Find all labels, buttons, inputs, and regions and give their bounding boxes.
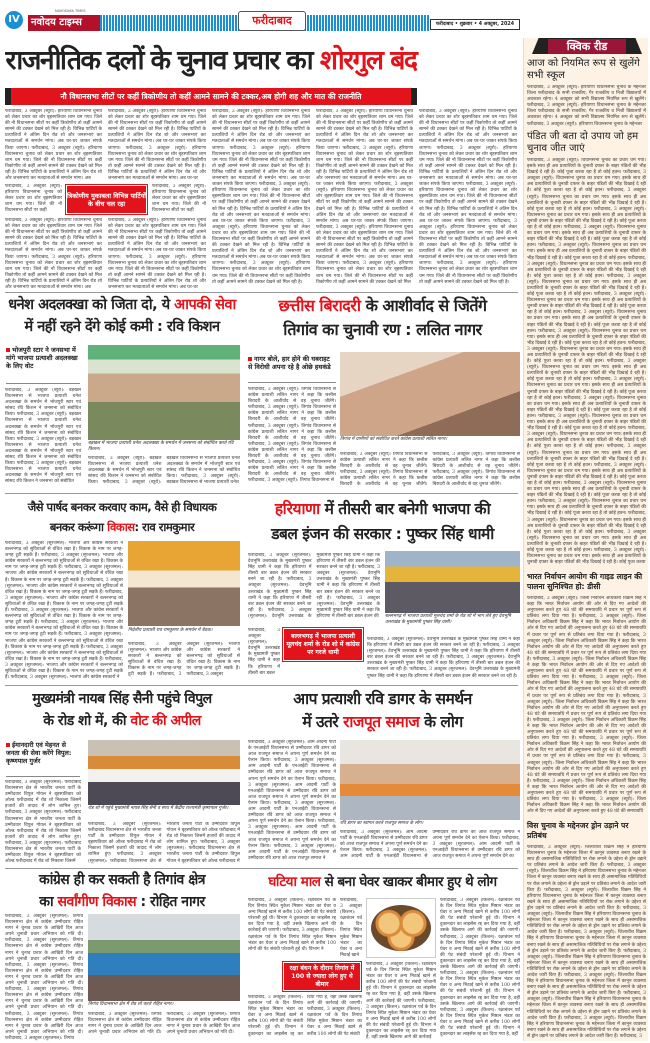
lead-body: फरीदाबाद, 3 अक्टूबर (ब्यूरो): हरियाणा विधानसभा चुनाव को लेकर प्रचार का शोर बृहस्पतिवार शाम थम गया। जिले की नौ विधानसभा सीटों पर कहीं त्रिकोणीय तो कहीं आमने सामने की टक्कर देखने को मिल रही है। विभिन्न पार्टियों के प्रत्याशियों ने अंतिम दिन रोड शो और जनसभाएं कर मतदाताओं से समर्थन मांगा। अब घर-घर जाकर संपर्क किया जाएगा। फरीदाबाद, 3 अक्टूबर (ब्यूरो): हरियाणा विधानसभा चुनाव को लेकर प्रचार का शोर बृहस्पतिवार शाम थम गया। जिले की नौ विधानसभा सीटों पर कहीं त्रिकोणीय तो कहीं आमने सामने की टक्कर देखने को मिल रही है। विभिन्न पार्टियों के प्रत्याशियों ने अंतिम दिन रोड शो और जनसभाएं कर मतदाताओं से समर्थन मांगा। अब घर-घर जाकर संपर्क किया जाएगा। फरीदाबाद, 3 अक्टूबर (ब्यूरो): हरियाणा विधानसभा चुनाव को लेकर प्रचार का शोर बृहस्पतिवार शाम थम गया। जिले की नौ विधानसभा सीटों पर कहीं त्रिकोणीय तो कहीं आमने सामने की टक्कर देखने को मिल रही है। विभिन्न पार्टियों के प्रत्याशियों ने अंतिम दिन रोड शो और जनसभाएं कर मतदाताओं से समर्थन मांगा। अब घर-घर जाकर संपर्क किया जाएगा। फरीदाबाद, 3 अक्टूबर (ब्यूरो): हरियाणा विधानसभा चुनाव को लेकर प्रचार का शोर बृहस्पतिवार शाम थम गया। जिले की नौ विधानसभा सीटों पर कहीं त्रिकोणीय तो कहीं आमने सामने की टक्कर देखने को मिल रही है। विभिन्न पार्टियों के प्रत्याशियों ने अंतिम दिन रोड शो और जनसभाएं कर मतदाताओं से समर्थन मांगा। अब घर-घर जाकर संपर्क किया जाएगा। फरीदाबाद, 3 अक्टूबर (ब्यूरो): हरियाणा विधानसभा चुनाव को लेकर प्रचार का शोर बृहस्पतिवार शाम थम गया। जिले की नौ विधानसभा सीटों पर कहीं त्रिकोणीय तो कहीं आमने सामने की टक्कर देखने को मिल रही है।	[212, 109, 310, 285]
dhami-body-3: फरीदाबाद, 3 अक्टूबर (सूरजमल): देवभूमि उत्तराखंड के मुख्यमंत्री पुष्कर सिंह धामी ने कहा कि हरियाणा में तीसरी बार डबल इंजन की सरकार बनने जा रही है। फरीदाबाद, 3 अक्टूबर (सूरजमल): देवभूमि उत्तराखंड के मुख्यमंत्री पुष्कर सिंह धामी ने कहा कि हरियाणा में तीसरी बार डबल इंजन की सरकार बनने जा रही है। फरीदाबाद, 3 अक्टूबर (सूरजमल): देवभूमि उत्तराखंड के मुख्यमंत्री पुष्कर सिंह धामी ने कहा कि हरियाणा में तीसरी बार डबल इंजन की सरकार बनने जा रही है। फरीदाबाद, 3 अक्टूबर (सूरजमल): देवभूमि उत्तराखंड के मुख्यमंत्री पुष्कर सिंह धामी ने कहा कि हरियाणा में तीसरी बार डबल इंजन की सरकार बनने जा रही है।	[367, 637, 520, 679]
saini-photo	[88, 740, 240, 805]
ghevar-body-2: फरीदाबाद, 3 अक्टूबर (किशन): रक्षाबंधन पर्व के दिन तिगांव स्थित मुकेश मिष्ठान भंडार का घेवर व अन्य मिठाई खाने	[340, 898, 362, 958]
quick-read-column	[523, 38, 648, 1041]
ravi-body-2: फरीदाबाद, 3 अक्टूबर (ब्यूरो): बड़खल विधानसभा से भाजपा प्रत्याशी धनेश अदलक्खा के समर्थन में भोजपुरी स्टार एवं सांसद रवि किशन ने जनसभा को संबोधित किया। फरीदाबाद, 3 अक्टूबर (ब्यूरो): बड़खल विधानसभा से भाजपा प्रत्याशी धनेश अदलक्खा के समर्थन में भोजपुरी स्टार एवं सांसद रवि किशन ने जनसभा को संबोधित किया। फरीदाबाद, 3 अक्टूबर (ब्यूरो): बड़खल विधानसभा से भाजपा प्रत्याशी धनेश	[88, 456, 240, 486]
dateline: फरीदाबाद • शुक्रवार • 4 अक्टूबर, 2024	[430, 19, 520, 30]
ghevar-headline: घटिया माल से बना घेवर खाकर बीमार हुए थे लोग	[268, 874, 497, 890]
lalit-bullet: नागर बोले, हार होने की घबराहट से विरोधी अपना रहे है ओछे हथकंडे	[248, 355, 336, 383]
rao-photo	[128, 541, 240, 626]
masthead	[0, 0, 650, 38]
lalit-photo	[340, 352, 520, 436]
rohit-photo	[88, 914, 240, 1001]
lead-body: फरीदाबाद, 3 अक्टूबर (ब्यूरो): हरियाणा विधानसभा चुनाव को लेकर प्रचार का शोर बृहस्पतिवार शाम थम गया। जिले की नौ विधानसभा सीटों पर कहीं त्रिकोणीय तो कहीं आमने सामने की टक्कर देखने को मिल रही है। विभिन्न पार्टियों के प्रत्याशियों ने अंतिम दिन रोड शो और जनसभाएं कर मतदाताओं से समर्थन मांगा। अब घर-घर जाकर संपर्क किया जाएगा। फरीदाबाद, 3 अक्टूबर (ब्यूरो): हरियाणा विधानसभा चुनाव को लेकर प्रचार का शोर बृहस्पतिवार शाम थम गया। जिले की नौ विधानसभा सीटों पर कहीं त्रिकोणीय तो कहीं आमने सामने की टक्कर देखने को मिल रही है। विभिन्न पार्टियों के प्रत्याशियों ने अंतिम दिन रोड शो और जनसभाएं कर मतदाताओं से समर्थन मांगा। अब	[5, 218, 102, 291]
ravi-bullet: भोजपुरी स्टार ने जनसभा में मांगे भाजपा प्रत्याशी अदलक्खा के लिए वोट	[6, 346, 80, 384]
quick-read-body-2: फरीदाबाद, 3 अक्टूबर (ब्यूरो): विधानसभा चुनाव का प्रचार थम गया। इसके साथ ही अब प्रत्याशियों के चुनावी दफ्तर के बाहर पंडितों की भीड़ दिखाई दे रही है। कोई पूजा करवा रहा है तो कोई हवन। फरीदाबाद, 3 अक्टूबर (ब्यूरो): विधानसभा चुनाव का प्रचार थम गया। इसके साथ ही अब प्रत्याशियों के चुनावी दफ्तर के बाहर पंडितों की भीड़ दिखाई दे रही है। कोई पूजा करवा रहा है तो कोई हवन। फरीदाबाद, 3 अक्टूबर (ब्यूरो): विधानसभा चुनाव का प्रचार थम गया। इसके साथ ही अब प्रत्याशियों के चुनावी दफ्तर के बाहर पंडितों की भीड़ दिखाई दे रही है। कोई पूजा करवा रहा है तो कोई हवन। फरीदाबाद, 3 अक्टूबर (ब्यूरो): विधानसभा चुनाव का प्रचार थम गया। इसके साथ ही अब प्रत्याशियों के चुनावी दफ्तर के बाहर पंडितों की भीड़ दिखाई दे रही है। कोई पूजा करवा रहा है तो कोई हवन। फरीदाबाद, 3 अक्टूबर (ब्यूरो): विधानसभा चुनाव का प्रचार थम गया। इसके साथ ही अब प्रत्याशियों के चुनावी दफ्तर के बाहर पंडितों की भीड़ दिखाई दे रही है। कोई पूजा करवा रहा है तो कोई हवन। फरीदाबाद, 3 अक्टूबर (ब्यूरो): विधानसभा चुनाव का प्रचार थम गया। इसके साथ ही अब प्रत्याशियों के चुनावी दफ्तर के बाहर पंडितों की भीड़ दिखाई दे रही है। कोई पूजा करवा रहा है तो कोई हवन। फरीदाबाद, 3 अक्टूबर (ब्यूरो): विधानसभा चुनाव का प्रचार थम गया। इसके साथ ही अब प्रत्याशियों के चुनावी दफ्तर के बाहर पंडितों की भीड़ दिखाई दे रही है। कोई पूजा करवा रहा है तो कोई हवन। फरीदाबाद, 3 अक्टूबर (ब्यूरो): विधानसभा चुनाव का प्रचार थम गया। इसके साथ ही अब प्रत्याशियों के चुनावी दफ्तर के बाहर पंडितों की भीड़ दिखाई दे रही है। कोई पूजा करवा रहा है तो कोई हवन। फरीदाबाद, 3 अक्टूबर (ब्यूरो): विधानसभा चुनाव का प्रचार थम गया। इसके साथ ही अब प्रत्याशियों के चुनावी दफ्तर के बाहर पंडितों की भीड़ दिखाई दे रही है। कोई पूजा करवा रहा है तो कोई हवन। फरीदाबाद, 3 अक्टूबर (ब्यूरो): विधानसभा चुनाव का प्रचार थम गया। इसके साथ ही अब प्रत्याशियों के चुनावी दफ्तर के बाहर पंडितों की भीड़ दिखाई दे रही है। कोई पूजा करवा रहा है तो कोई हवन। फरीदाबाद, 3 अक्टूबर (ब्यूरो): विधानसभा चुनाव का प्रचार थम गया। इसके साथ ही अब प्रत्याशियों के चुनावी दफ्तर के बाहर पंडितों की भीड़ दिखाई दे रही है। कोई पूजा करवा रहा है तो कोई हवन। फरीदाबाद, 3 अक्टूबर (ब्यूरो): विधानसभा चुनाव का प्रचार थम गया। इसके साथ ही अब प्रत्याशियों के चुनावी दफ्तर के बाहर पंडितों की भीड़ दिखाई दे रही है। कोई पूजा करवा रहा है तो कोई हवन। फरीदाबाद, 3 अक्टूबर (ब्यूरो): विधानसभा चुनाव का प्रचार थम गया। इसके साथ ही अब प्रत्याशियों के चुनावी दफ्तर के बाहर पंडितों की भीड़ दिखाई दे रही है। कोई पूजा करवा रहा है तो कोई हवन। फरीदाबाद, 3 अक्टूबर (ब्यूरो): विधानसभा चुनाव का प्रचार थम गया। इसके साथ ही अब प्रत्याशियों के चुनावी दफ्तर के बाहर पंडितों की भीड़ दिखाई दे रही है। कोई पूजा करवा रहा है तो कोई हवन। फरीदाबाद, 3 अक्टूबर (ब्यूरो): विधानसभा चुनाव का प्रचार थम गया। इसके साथ ही अब प्रत्याशियों के चुनावी दफ्तर के बाहर पंडितों की भीड़ दिखाई दे रही है। कोई पूजा करवा रहा है तो कोई हवन। फरीदाबाद, 3 अक्टूबर (ब्यूरो): विधानसभा चुनाव का प्रचार थम गया। इसके साथ ही अब प्रत्याशियों के चुनावी दफ्तर के बाहर पंडितों की भीड़ दिखाई दे रही है। कोई पूजा करवा रहा है तो कोई हवन। फरीदाबाद, 3 अक्टूबर (ब्यूरो): विधानसभा चुनाव का प्रचार थम गया। इसके साथ ही अब प्रत्याशियों के चुनावी दफ्तर के बाहर पंडितों की भीड़ दिखाई दे रही है। कोई पूजा करवा रहा है तो कोई हवन। फरीदाबाद, 3 अक्टूबर (ब्यूरो): विधानसभा चुनाव का प्रचार थम गया। इसके साथ ही अब प्रत्याशियों के चुनावी दफ्तर के बाहर पंडितों की भीड़ दिखाई दे रही है। कोई पूजा करवा रहा है तो कोई हवन। फरीदाबाद, 3 अक्टूबर (ब्यूरो): विधानसभा चुनाव का प्रचार थम गया। इसके साथ ही अब प्रत्याशियों के चुनावी दफ्तर के बाहर पंडितों की भीड़ दिखाई दे रही है। कोई पूजा करवा रहा है तो कोई हवन। फरीदाबाद, 3 अक्टूबर (ब्यूरो): विधानसभा चुनाव का प्रचार थम गया। इसके साथ ही अब प्रत्याशियों के चुनावी दफ्तर के बाहर पंडितों की भीड़ दिखाई दे रही है। कोई पूजा करवा रहा है तो कोई हवन। फरीदाबाद, 3 अक्टूबर (ब्यूरो): विधानसभा चुनाव का प्रचार थम गया। इसके साथ ही अब प्रत्याशियों के चुनावी दफ्तर के बाहर पंडितों की भीड़ दिखाई दे रही है। कोई पूजा करवा रहा है तो कोई हवन। फरीदाबाद, 3 अक्टूबर (ब्यूरो): विधानसभा चुनाव का प्रचार थम गया। इसके साथ ही अब प्रत्याशियों के चुनावी दफ्तर के बाहर पंडितों की भीड़ दिखाई दे रही है। कोई पूजा करवा रहा है तो कोई हवन। फरीदाबाद, 3 अक्टूबर (ब्यूरो): विधानसभा चुनाव का प्रचार थम गया। इसके साथ ही अब प्रत्याशियों के चुनावी दफ्तर के बाहर पंडितों की भीड़ दिखाई दे रही है। कोई पूजा करवा रहा है तो कोई हवन। फरीदाबाद, 3 अक्टूबर (ब्यूरो): विधानसभा चुनाव का प्रचार थम गया। इसके साथ ही अब प्रत्याशियों के चुनावी दफ्तर के बाहर पंडितों की भीड़ दिखाई दे रही है। कोई पूजा करवा	[527, 158, 646, 566]
rohit-headline: कांग्रेस ही कर सकती है तिगांव क्षेत्र का सर्वांगीण विकास : रोहित नागर	[39, 872, 205, 910]
saini-headline: मुख्यमंत्री नायब सिंह सैनी पहुंचे विपुल के रोड शो में, की वोट की अपील	[32, 691, 212, 729]
ravi-caption: बड़खल में भाजपा प्रत्याशी धनेश अदलक्खा के समर्थन में जनसभा को संबोधित करते रवि किशन।	[88, 441, 234, 452]
ghevar-plate	[371, 905, 431, 951]
lalit-headline: छत्तीस बिरादरी के आशीर्वाद से जितेंगे तिगांव का चुनावी रण : ललित नागर	[278, 296, 487, 339]
rao-body: फरीदाबाद, 3 अक्टूबर (सूरजमल): भाजपा और कांग्रेस सरकारों ने बल्लभगढ़ को सुविधाओं से वंचित रखा है। विकास के नाम पर जगह-जगह टूटी सड़कें हैं। फरीदाबाद, 3 अक्टूबर (सूरजमल): भाजपा और कांग्रेस सरकारों ने बल्लभगढ़ को सुविधाओं से वंचित रखा है। विकास के नाम पर जगह-जगह टूटी सड़कें हैं। फरीदाबाद, 3 अक्टूबर (सूरजमल): भाजपा और कांग्रेस सरकारों ने बल्लभगढ़ को सुविधाओं से वंचित रखा है। विकास के नाम पर जगह-जगह टूटी सड़कें हैं। फरीदाबाद, 3 अक्टूबर (सूरजमल): भाजपा और कांग्रेस सरकारों ने बल्लभगढ़ को सुविधाओं से वंचित रखा है। विकास के नाम पर जगह-जगह टूटी सड़कें हैं। फरीदाबाद, 3 अक्टूबर (सूरजमल): भाजपा और कांग्रेस सरकारों ने बल्लभगढ़ को सुविधाओं से वंचित रखा है। विकास के नाम पर जगह-जगह टूटी सड़कें हैं। फरीदाबाद, 3 अक्टूबर (सूरजमल): भाजपा और कांग्रेस सरकारों ने बल्लभगढ़ को सुविधाओं से वंचित रखा है। विकास के नाम पर जगह-जगह टूटी सड़कें हैं। फरीदाबाद, 3 अक्टूबर (सूरजमल): भाजपा और कांग्रेस सरकारों ने बल्लभगढ़ को सुविधाओं से वंचित रखा है। विकास के नाम पर जगह-जगह टूटी सड़कें हैं। फरीदाबाद, 3 अक्टूबर (सूरजमल): भाजपा और कांग्रेस सरकारों ने बल्लभगढ़ को सुविधाओं से वंचित रखा है। विकास के नाम पर जगह-जगह टूटी सड़कें हैं। फरीदाबाद, 3 अक्टूबर (सूरजमल): भाजपा और कांग्रेस सरकारों ने बल्लभगढ़ को सुविधाओं से वंचित रखा है। विकास के नाम पर जगह-जगह टूटी सड़कें हैं। फरीदाबाद, 3 अक्टूबर (सूरजमल): भाजपा और कांग्रेस सरकारों ने बल्लभगढ़ को सुविधाओं से वंचित रखा है। विकास के नाम पर जगह-जगह टूटी सड़कें हैं। फरीदाबाद, 3 अक्टूबर (सूरजमल): भाजपा और कांग्रेस सरकारों ने	[5, 541, 123, 681]
ravi-body: फरीदाबाद, 3 अक्टूबर (ब्यूरो): बड़खल विधानसभा से भाजपा प्रत्याशी धनेश अदलक्खा के समर्थन में भोजपुरी स्टार एवं सांसद रवि किशन ने जनसभा को संबोधित किया। फरीदाबाद, 3 अक्टूबर (ब्यूरो): बड़खल विधानसभा से भाजपा प्रत्याशी धनेश अदलक्खा के समर्थन में भोजपुरी स्टार एवं सांसद रवि किशन ने जनसभा को संबोधित किया। फरीदाबाद, 3 अक्टूबर (ब्यूरो): बड़खल विधानसभा से भाजपा प्रत्याशी धनेश अदलक्खा के समर्थन में भोजपुरी स्टार एवं सांसद रवि किशन ने जनसभा को संबोधित किया। फरीदाबाद, 3 अक्टूबर (ब्यूरो): बड़खल विधानसभा से भाजपा प्रत्याशी धनेश अदलक्खा के समर्थन में भोजपुरी स्टार एवं सांसद रवि किशन ने जनसभा को संबोधित	[5, 388, 81, 485]
lead-body: फरीदाबाद, 3 अक्टूबर (ब्यूरो): हरियाणा विधानसभा चुनाव को लेकर प्रचार का शोर बृहस्पतिवार शाम थम गया। जिले की नौ विधानसभा सीटों पर कहीं त्रिकोणीय तो कहीं आमने सामने की टक्कर देखने को मिल रही है। विभिन्न पार्टियों के प्रत्याशियों ने अंतिम दिन रोड शो और जनसभाएं कर मतदाताओं से समर्थन मांगा। अब घर-घर जाकर संपर्क किया जाएगा। फरीदाबाद, 3 अक्टूबर (ब्यूरो): हरियाणा विधानसभा चुनाव को लेकर प्रचार का शोर बृहस्पतिवार शाम थम गया। जिले की नौ विधानसभा सीटों पर कहीं त्रिकोणीय तो कहीं आमने सामने की टक्कर देखने को मिल रही है। विभिन्न पार्टियों के प्रत्याशियों ने अंतिम दिन रोड शो और जनसभाएं कर मतदाताओं से समर्थन मांगा। अब	[5, 109, 102, 182]
ghevar-body-4: फरीदाबाद, 3 अक्टूबर (किशन): रक्षाबंधन पर्व के दिन तिगांव स्थित मुकेश मिष्ठान भंडार का घेवर व अन्य मिठाई खाने से करीब 100 लोगों की पेट संबंधी परेशानी हुई थी। विभाग ने दुकानदार का लाइसेंस रद्द कर दिया गया है, वहीं उसके खिलाफ आगे की कार्रवाई की जाएगी। फरीदाबाद, 3 अक्टूबर (किशन): रक्षाबंधन पर्व के दिन तिगांव स्थित मुकेश मिष्ठान भंडार का घेवर व अन्य मिठाई खाने से करीब 100 लोगों की पेट संबंधी परेशानी हुई थी। विभाग ने दुकानदार का लाइसेंस रद्द कर दिया गया है, वहीं उसके खिलाफ आगे की कार्रवाई	[366, 962, 436, 1041]
dhami-body-2: फरीदाबाद, 3 अक्टूबर (सूरजमल): देवभूमि उत्तराखंड के मुख्यमंत्री पुष्कर सिंह धामी ने कहा कि हरियाणा में तीसरी बार डबल	[248, 628, 280, 676]
quick-read-headline-4: विस चुनाव के मद्देनजर ड्रोन उड़ाने पर प्रतिबंध	[527, 821, 629, 840]
paper-name-small: NAVODAYA TIMES	[55, 9, 86, 13]
rao-caption: निर्दलीय प्रत्याशी राव रामकुमार के समर्थन में बैठक।	[128, 628, 213, 633]
lead-headline: राजनीतिक दलों के चुनाव प्रचार का शोरगुल बंद	[5, 45, 417, 76]
divider	[5, 685, 518, 686]
quick-read-body-3: फरीदाबाद, 3 अक्टूबर (ब्यूरो): जिला निर्वाचन अधिकारी विक्रम सिंह ने कहा कि भारत निर्वाचन आयोग की ओर से दिए गए आदेशों की अनुपालना करते हुए 48 घंटे की समयावधि में प्रचार पर पूर्ण रूप से प्रतिबंध लगा दिया गया है। फरीदाबाद, 3 अक्टूबर (ब्यूरो): जिला निर्वाचन अधिकारी विक्रम सिंह ने कहा कि भारत निर्वाचन आयोग की ओर से दिए गए आदेशों की अनुपालना करते हुए 48 घंटे की समयावधि में प्रचार पर पूर्ण रूप से प्रतिबंध लगा दिया गया है। फरीदाबाद, 3 अक्टूबर (ब्यूरो): जिला निर्वाचन अधिकारी विक्रम सिंह ने कहा कि भारत निर्वाचन आयोग की ओर से दिए गए आदेशों की अनुपालना करते हुए 48 घंटे की समयावधि में प्रचार पर पूर्ण रूप से प्रतिबंध लगा दिया गया है। फरीदाबाद, 3 अक्टूबर (ब्यूरो): जिला निर्वाचन अधिकारी विक्रम सिंह ने कहा कि भारत निर्वाचन आयोग की ओर से दिए गए आदेशों की अनुपालना करते हुए 48 घंटे की समयावधि में प्रचार पर पूर्ण रूप से प्रतिबंध लगा दिया गया है। फरीदाबाद, 3 अक्टूबर (ब्यूरो): जिला निर्वाचन अधिकारी विक्रम सिंह ने कहा कि भारत निर्वाचन आयोग की ओर से दिए गए आदेशों की अनुपालना करते हुए 48 घंटे की समयावधि में प्रचार पर पूर्ण रूप से प्रतिबंध लगा दिया गया है। फरीदाबाद, 3 अक्टूबर (ब्यूरो): जिला निर्वाचन अधिकारी विक्रम सिंह ने कहा कि भारत निर्वाचन आयोग की ओर से दिए गए आदेशों की अनुपालना करते हुए 48 घंटे की समयावधि में प्रचार पर पूर्ण रूप से प्रतिबंध लगा दिया गया है। फरीदाबाद, 3 अक्टूबर (ब्यूरो): जिला निर्वाचन अधिकारी विक्रम सिंह ने कहा कि भारत निर्वाचन आयोग की ओर से दिए गए आदेशों की अनुपालना करते हुए 48 घंटे की समयावधि में प्रचार पर पूर्ण रूप से प्रतिबंध लगा दिया गया है। फरीदाबाद, 3 अक्टूबर (ब्यूरो): जिला निर्वाचन अधिकारी विक्रम सिंह ने कहा कि भारत निर्वाचन आयोग की ओर से दिए गए आदेशों की अनुपालना करते हुए 48 घंटे की समयावधि में प्रचार पर पूर्ण रूप से प्रतिबंध लगा दिया गया है। फरीदाबाद, 3 अक्टूबर (ब्यूरो): जिला निर्वाचन अधिकारी विक्रम सिंह ने कहा कि भारत निर्वाचन आयोग की ओर से दिए गए आदेशों की अनुपालना करते हुए 48 घंटे की समयावधि में प्रचार पर पूर्ण रूप से प्रतिबंध लगा दिया गया है। फरीदाबाद, 3 अक्टूबर (ब्यूरो): जिला निर्वाचन अधिकारी विक्रम सिंह ने कहा कि भारत निर्वाचन आयोग की ओर से दिए गए आदेशों की अनुपालना करते हुए 48 घंटे की समयावधि में प्रचार पर पूर्ण रूप से प्रतिबंध लगा दिया गया है। फरीदाबाद, 3 अक्टूबर (ब्यूरो): जिला निर्वाचन अधिकारी विक्रम सिंह ने कहा कि भारत निर्वाचन आयोग की ओर से दिए गए आदेशों की अनुपालना करते हुए 48 घंटे की समयावधि	[527, 596, 646, 815]
divider	[5, 292, 518, 293]
lead-body: फरीदाबाद, 3 अक्टूबर (ब्यूरो): हरियाणा विधानसभा चुनाव को लेकर प्रचार का शोर बृहस्पतिवार शाम थम गया। जिले की नौ विधानसभा सीटों पर कहीं	[152, 184, 206, 214]
lead-deck: नौ विधानसभा सीटों पर कहीं त्रिकोणीय तो कहीं आमने सामने की टक्कर,अब होगी शह और मात की राजनीति	[5, 88, 417, 105]
lalit-body-2: फरीदाबाद, 3 अक्टूबर (ब्यूरो): तिगांव विधानसभा से कांग्रेस प्रत्याशी ललित नागर ने कहा कि छत्तीस बिरादरी के आशीर्वाद से वह चुनाव जीतेंगे। फरीदाबाद, 3 अक्टूबर (ब्यूरो): तिगांव विधानसभा से कांग्रेस प्रत्याशी ललित नागर ने कहा कि छत्तीस बिरादरी के आशीर्वाद से वह चुनाव जीतेंगे। फरीदाबाद, 3 अक्टूबर (ब्यूरो): तिगांव विधानसभा से कांग्रेस प्रत्याशी ललित नागर ने कहा कि छत्तीस बिरादरी के आशीर्वाद से वह चुनाव जीतेंगे। फरीदाबाद, 3 अक्टूबर (ब्यूरो): तिगांव विधानसभा से कांग्रेस प्रत्याशी ललित नागर ने कहा कि छत्तीस बिरादरी के आशीर्वाद से वह चुनाव जीतेंगे।	[340, 452, 520, 488]
rajput-body: फरीदाबाद, 3 अक्टूबर (सूरजमल): आम आदमी पार्टी के एनआईटी विधानसभा से उम्मीदवार रवि डागर को आज राजपूत समाज ने अपना पूर्ण समर्थन देने का ऐलान किया। फरीदाबाद, 3 अक्टूबर (सूरजमल): आम आदमी पार्टी के एनआईटी विधानसभा से उम्मीदवार रवि डागर को आज राजपूत समाज ने अपना पूर्ण समर्थन देने का ऐलान किया। फरीदाबाद, 3 अक्टूबर (सूरजमल): आम आदमी पार्टी के एनआईटी विधानसभा से उम्मीदवार रवि डागर को आज राजपूत समाज ने अपना पूर्ण समर्थन देने का ऐलान किया। फरीदाबाद, 3 अक्टूबर (सूरजमल): आम आदमी पार्टी के एनआईटी विधानसभा से उम्मीदवार रवि डागर को आज राजपूत समाज ने अपना पूर्ण समर्थन देने का ऐलान किया। फरीदाबाद, 3 अक्टूबर (सूरजमल): आम आदमी पार्टी के एनआईटी विधानसभा से उम्मीदवार रवि डागर को आज राजपूत समाज ने अपना पूर्ण समर्थन देने का ऐलान किया। फरीदाबाद, 3 अक्टूबर (सूरजमल): आम आदमी पार्टी के एनआईटी विधानसभा से उम्मीदवार रवि डागर को आज राजपूत समाज ने	[248, 740, 336, 861]
saini-body: फरीदाबाद, 3 अक्टूबर (सूरजमल): फरीदाबाद विधानसभा क्षेत्र से भारतीय जनता पार्टी के उम्मीदवार विपुल गोयल ने बृहस्पतिवार को ओल्ड फरीदाबाद में रोड शो निकाला जिसमें हजारों की तादाद में लोग शामिल हुए। फरीदाबाद, 3 अक्टूबर (सूरजमल): फरीदाबाद विधानसभा क्षेत्र से भारतीय जनता पार्टी के उम्मीदवार विपुल गोयल ने बृहस्पतिवार को ओल्ड फरीदाबाद में रोड शो निकाला जिसमें हजारों की तादाद में लोग शामिल हुए। फरीदाबाद, 3 अक्टूबर (सूरजमल): फरीदाबाद विधानसभा क्षेत्र से भारतीय जनता पार्टी के उम्मीदवार विपुल गोयल ने बृहस्पतिवार को ओल्ड फरीदाबाद में रोड शो निकाला जिसमें	[5, 780, 81, 865]
rajput-photo	[340, 740, 520, 820]
rajput-body-2: फरीदाबाद, 3 अक्टूबर (सूरजमल): आम आदमी पार्टी के एनआईटी विधानसभा से उम्मीदवार रवि डागर को आज राजपूत समाज ने अपना पूर्ण समर्थन देने का ऐलान किया। फरीदाबाद, 3 अक्टूबर (सूरजमल): आम आदमी पार्टी के एनआईटी विधानसभा से उम्मीदवार रवि डागर को आज राजपूत समाज ने अपना पूर्ण समर्थन देने का ऐलान किया। फरीदाबाद, 3 अक्टूबर (सूरजमल): आम आदमी पार्टी के एनआईटी विधानसभा से उम्मीदवार रवि डागर को आज राजपूत समाज ने अपना पूर्ण समर्थन देने का	[340, 830, 520, 860]
quick-read-body-4: फरीदाबाद, 3 अक्टूबर (ब्यूरो): जिलाधीश विक्रम सिंह ने हरियाणा विधानसभा चुनाव के मद्देनजर जिला में कानून व्यवस्था बनाए रखने के साथ ही असामाजिक गतिविधियों पर रोक लगाने के उद्देश्य से ड्रोन उड़ाने पर प्रतिबंध लगाने के आदेश जारी किए हैं। फरीदाबाद, 3 अक्टूबर (ब्यूरो): जिलाधीश विक्रम सिंह ने हरियाणा विधानसभा चुनाव के मद्देनजर जिला में कानून व्यवस्था बनाए रखने के साथ ही असामाजिक गतिविधियों पर रोक लगाने के उद्देश्य से ड्रोन उड़ाने पर प्रतिबंध लगाने के आदेश जारी किए हैं। फरीदाबाद, 3 अक्टूबर (ब्यूरो): जिलाधीश विक्रम सिंह ने हरियाणा विधानसभा चुनाव के मद्देनजर जिला में कानून व्यवस्था बनाए रखने के साथ ही असामाजिक गतिविधियों पर रोक लगाने के उद्देश्य से ड्रोन उड़ाने पर प्रतिबंध लगाने के आदेश जारी किए हैं। फरीदाबाद, 3 अक्टूबर (ब्यूरो): जिलाधीश विक्रम सिंह ने हरियाणा विधानसभा चुनाव के मद्देनजर जिला में कानून व्यवस्था बनाए रखने के साथ ही असामाजिक गतिविधियों पर रोक लगाने के उद्देश्य से ड्रोन उड़ाने पर प्रतिबंध लगाने के आदेश जारी किए हैं। फरीदाबाद, 3 अक्टूबर (ब्यूरो): जिलाधीश विक्रम सिंह ने हरियाणा विधानसभा चुनाव के मद्देनजर जिला में कानून व्यवस्था बनाए रखने के साथ ही असामाजिक गतिविधियों पर रोक लगाने के उद्देश्य से ड्रोन उड़ाने पर प्रतिबंध लगाने के आदेश जारी किए हैं। फरीदाबाद, 3 अक्टूबर (ब्यूरो): जिलाधीश विक्रम सिंह ने हरियाणा विधानसभा चुनाव के मद्देनजर जिला में कानून व्यवस्था बनाए रखने के साथ ही असामाजिक गतिविधियों पर रोक लगाने के उद्देश्य से ड्रोन उड़ाने पर प्रतिबंध लगाने के आदेश जारी किए हैं। फरीदाबाद, 3 अक्टूबर (ब्यूरो): जिलाधीश विक्रम सिंह ने हरियाणा विधानसभा चुनाव के मद्देनजर जिला में कानून व्यवस्था बनाए रखने के साथ ही असामाजिक गतिविधियों पर रोक लगाने के उद्देश्य से ड्रोन उड़ाने पर प्रतिबंध लगाने के आदेश जारी किए हैं। फरीदाबाद, 3 अक्टूबर (ब्यूरो): जिलाधीश विक्रम सिंह ने हरियाणा विधानसभा चुनाव के मद्देनजर जिला में कानून व्यवस्था बनाए रखने के साथ ही असामाजिक गतिविधियों पर रोक लगाने के उद्देश्य से ड्रोन उड़ाने पर प्रतिबंध लगाने के आदेश जारी किए हैं। फरीदाबाद, 3 अक्टूबर (ब्यूरो): जिलाधीश विक्रम सिंह ने हरियाणा विधानसभा चुनाव के मद्देनजर जिला में कानून व्यवस्था बनाए रखने के साथ ही असामाजिक गतिविधियों पर रोक लगाने के उद्देश्य से ड्रोन उड़ाने पर प्रतिबंध लगाने के आदेश जारी किए हैं। फरीदाबाद, 3	[527, 845, 646, 1039]
edition-tab: फरीदाबाद	[238, 11, 306, 31]
rohit-body: फरीदाबाद, 3 अक्टूबर (सूरजमल): तिगांव विधानसभा क्षेत्र से कांग्रेस उम्मीदवार रोहित नागर ने चुनाव प्रचार के आखिरी दिन आज अपने चुनावी प्रचार अभियान को गति दी। फरीदाबाद, 3 अक्टूबर (सूरजमल): तिगांव विधानसभा क्षेत्र से कांग्रेस उम्मीदवार रोहित नागर ने चुनाव प्रचार के आखिरी दिन आज अपने चुनावी प्रचार अभियान को गति दी। फरीदाबाद, 3 अक्टूबर (सूरजमल): तिगांव विधानसभा क्षेत्र से कांग्रेस उम्मीदवार रोहित नागर ने चुनाव प्रचार के आखिरी दिन आज अपने चुनावी प्रचार अभियान को गति दी। फरीदाबाद, 3 अक्टूबर (सूरजमल): तिगांव विधानसभा क्षेत्र से कांग्रेस उम्मीदवार रोहित नागर ने चुनाव प्रचार के आखिरी दिन आज अपने चुनावी प्रचार अभियान को गति दी। फरीदाबाद, 3 अक्टूबर (सूरजमल): तिगांव विधानसभा क्षेत्र से कांग्रेस उम्मीदवार रोहित नागर ने चुनाव प्रचार के आखिरी दिन आज अपने चुनावी प्रचार अभियान को गति दी। फरीदाबाद, 3 अक्टूबर (सूरजमल): तिगांव	[5, 914, 83, 1041]
lead-body: फरीदाबाद, 3 अक्टूबर (ब्यूरो): हरियाणा विधानसभा चुनाव को लेकर प्रचार का शोर बृहस्पतिवार शाम थम गया। जिले की नौ विधानसभा सीटों पर कहीं त्रिकोणीय तो कहीं आमने सामने की टक्कर देखने को मिल रही है। विभिन्न पार्टियों के प्रत्याशियों ने अंतिम दिन रोड शो और जनसभाएं कर मतदाताओं से समर्थन मांगा। अब घर-घर जाकर संपर्क किया जाएगा। फरीदाबाद, 3 अक्टूबर (ब्यूरो): हरियाणा विधानसभा चुनाव को लेकर प्रचार का शोर बृहस्पतिवार शाम थम गया। जिले की नौ विधानसभा सीटों पर कहीं त्रिकोणीय तो कहीं आमने सामने की टक्कर देखने को मिल रही है। विभिन्न पार्टियों के प्रत्याशियों ने अंतिम दिन रोड शो और जनसभाएं कर मतदाताओं से समर्थन मांगा। अब घर-घर	[108, 218, 206, 291]
dhami-callout: बल्लभगढ़ में भाजपा प्रत्याशी मूलचंद शर्मा के रोड शो में कांग्रेस पर गरजे धामी	[283, 628, 363, 661]
lead-callout: त्रिकोणीय मुकाबला विभिन्न पार्टियों के बीच चल रहा	[66, 185, 147, 214]
quick-read-title: क्विक रीड	[548, 39, 626, 54]
rohit-body-2: फरीदाबाद, 3 अक्टूबर (सूरजमल): तिगांव विधानसभा क्षेत्र से कांग्रेस उम्मीदवार रोहित नागर ने चुनाव प्रचार के आखिरी दिन आज अपने चुनावी प्रचार अभियान को गति दी। फरीदाबाद, 3 अक्टूबर (सूरजमल): तिगांव विधानसभा क्षेत्र से कांग्रेस उम्मीदवार रोहित नागर ने चुनाव प्रचार के आखिरी दिन आज अपने चुनावी प्रचार अभियान को गति दी।	[88, 1012, 240, 1036]
ravi-headline: धनेश अदलक्खा को जिता दो, ये आपकी सेवा में नहीं रहने देंगे कोई कमी : रवि किशन	[8, 297, 236, 335]
dhami-headline: हरियाणा में तीसरी बार बनेगी भाजपा की डबल इंजन की सरकार : पुष्कर सिंह धामी	[271, 500, 494, 543]
ghevar-body: फरीदाबाद, 3 अक्टूबर (किशन): रक्षाबंधन पर्व के दिन तिगांव स्थित मुकेश मिष्ठान भंडार का घेवर व अन्य मिठाई खाने से करीब 100 लोगों की पेट संबंधी परेशानी हुई थी। विभाग ने दुकानदार का लाइसेंस रद्द कर दिया गया है, वहीं उसके खिलाफ आगे की कार्रवाई की जाएगी। फरीदाबाद, 3 अक्टूबर (किशन): रक्षाबंधन पर्व के दिन तिगांव स्थित मुकेश मिष्ठान भंडार का घेवर व अन्य मिठाई खाने से करीब 100 लोगों की पेट संबंधी परेशानी हुई थी। विभाग ने	[248, 898, 336, 952]
saini-caption: रोड शो में पहुंचे मुख्यमंत्री नायब सिंह सैनी व साथ में केंद्रीय राज्यमंत्री कृष्णपाल गुर्जर।	[88, 806, 229, 811]
quick-read-headline-3: भारत निर्वाचन आयोग की गाइड लाइन की पालना सुनिश्चित हो: डीसी	[527, 572, 643, 591]
lead-body: फरीदाबाद, 3 अक्टूबर (ब्यूरो): हरियाणा विधानसभा चुनाव को लेकर प्रचार का शोर बृहस्पतिवार शाम थम गया। जिले की नौ विधानसभा सीटों पर कहीं त्रिकोणीय तो कहीं आमने सामने की टक्कर देखने को मिल रही है। विभिन्न पार्टियों के प्रत्याशियों ने अंतिम दिन रोड शो और जनसभाएं कर मतदाताओं से समर्थन मांगा। अब घर-घर जाकर संपर्क किया जाएगा। फरीदाबाद, 3 अक्टूबर (ब्यूरो): हरियाणा विधानसभा चुनाव को लेकर प्रचार का शोर बृहस्पतिवार शाम थम गया। जिले की नौ विधानसभा सीटों पर कहीं त्रिकोणीय तो कहीं आमने सामने की टक्कर देखने को मिल रही है। विभिन्न पार्टियों के प्रत्याशियों ने अंतिम दिन रोड शो और जनसभाएं कर मतदाताओं से समर्थन मांगा। अब घर-घर जाकर संपर्क किया जाएगा। फरीदाबाद, 3 अक्टूबर (ब्यूरो): हरियाणा विधानसभा चुनाव को लेकर प्रचार का शोर बृहस्पतिवार शाम थम गया। जिले की नौ विधानसभा सीटों पर कहीं त्रिकोणीय तो कहीं आमने सामने की टक्कर देखने को मिल रही है। विभिन्न पार्टियों के प्रत्याशियों ने अंतिम दिन रोड शो और जनसभाएं कर मतदाताओं से समर्थन मांगा। अब घर-घर जाकर संपर्क किया जाएगा। फरीदाबाद, 3 अक्टूबर (ब्यूरो): हरियाणा विधानसभा चुनाव को लेकर प्रचार का शोर बृहस्पतिवार शाम थम गया। जिले की नौ विधानसभा सीटों पर कहीं त्रिकोणीय तो कहीं आमने सामने की टक्कर देखने को मिल रही है। विभिन्न पार्टियों के प्रत्याशियों ने अंतिम दिन रोड शो और जनसभाएं कर मतदाताओं से समर्थन मांगा। अब घर-घर जाकर संपर्क किया जाएगा। फरीदाबाद, 3 अक्टूबर (ब्यूरो): हरियाणा विधानसभा चुनाव को लेकर प्रचार का शोर बृहस्पतिवार शाम थम गया। जिले की नौ विधानसभा सीटों पर कहीं त्रिकोणीय तो कहीं आमने सामने की टक्कर देखने को मिल रही है।	[419, 109, 517, 285]
ghevar-body-5: फरीदाबाद, 3 अक्टूबर (किशन): रक्षाबंधन पर्व के दिन तिगांव स्थित मुकेश मिष्ठान भंडार का घेवर व अन्य मिठाई खाने से करीब 100 लोगों की पेट संबंधी परेशानी हुई थी। विभाग ने दुकानदार का लाइसेंस रद्द कर दिया गया है, वहीं उसके खिलाफ आगे की कार्रवाई की जाएगी। फरीदाबाद, 3 अक्टूबर (किशन): रक्षाबंधन पर्व के दिन तिगांव स्थित मुकेश मिष्ठान भंडार का घेवर व अन्य मिठाई खाने से करीब 100 लोगों की पेट संबंधी	[248, 995, 362, 1037]
dhami-body: फरीदाबाद, 3 अक्टूबर (सूरजमल): देवभूमि उत्तराखंड के मुख्यमंत्री पुष्कर सिंह धामी ने कहा कि हरियाणा में तीसरी बार डबल इंजन की सरकार बनने जा रही है। फरीदाबाद, 3 अक्टूबर (सूरजमल): देवभूमि उत्तराखंड के मुख्यमंत्री पुष्कर सिंह धामी ने कहा कि हरियाणा में तीसरी बार डबल इंजन की सरकार बनने जा रही है। फरीदाबाद, 3 अक्टूबर (सूरजमल): देवभूमि उत्तराखंड के मुख्यमंत्री पुष्कर सिंह धामी ने कहा कि हरियाणा में तीसरी बार डबल इंजन की सरकार बनने जा रही है। फरीदाबाद, 3 अक्टूबर (सूरजमल): देवभूमि उत्तराखंड के मुख्यमंत्री पुष्कर सिंह धामी ने कहा कि हरियाणा में तीसरी बार डबल इंजन की सरकार बनने जा रही है। फरीदाबाद, 3 अक्टूबर (सूरजमल): देवभूमि उत्तराखंड के मुख्यमंत्री पुष्कर सिंह धामी ने कहा कि हरियाणा में तीसरी बार डबल इंजन की	[248, 553, 380, 619]
dhami-caption: बल्लभगढ़ में भाजपा प्रत्याशी मूलचंद शर्मा के रोड शो में भाग लेते हुए देवभूमि उत्तराखंड के मुख्यमंत्री पुष्कर सिंह धामी।	[385, 614, 511, 625]
logo-mark: IV	[5, 11, 23, 29]
ghevar-callout: रक्षा बंधन के दौरान तिगांव में 100 से ज्यादा लोग हुए थे बीमार	[283, 962, 361, 991]
rajput-headline: आप प्रत्याशी रवि डागर के समर्थन में उतरे राजपूत समाज के लोग	[293, 690, 472, 731]
dhami-photo	[385, 551, 520, 613]
saini-bullet: ईमानदारी एवं मेहनत से जनता की सेवा करेंगे विपुल: कृष्णपाल गुर्जर	[6, 741, 80, 777]
lead-body: फरीदाबाद, 3 अक्टूबर (ब्यूरो): हरियाणा विधानसभा चुनाव को लेकर प्रचार का शोर बृहस्पतिवार शाम थम गया। जिले की नौ विधानसभा सीटों पर कहीं त्रिकोणीय तो कहीं आमने सामने की टक्कर देखने को मिल रही है। विभिन्न पार्टियों के प्रत्याशियों ने अंतिम दिन रोड शो और जनसभाएं कर मतदाताओं से समर्थन मांगा। अब घर-घर जाकर संपर्क किया जाएगा। फरीदाबाद, 3 अक्टूबर (ब्यूरो): हरियाणा विधानसभा चुनाव को लेकर प्रचार का शोर बृहस्पतिवार शाम थम गया। जिले की नौ विधानसभा सीटों पर कहीं त्रिकोणीय तो कहीं आमने सामने की टक्कर देखने को मिल रही है। विभिन्न पार्टियों के प्रत्याशियों ने अंतिम दिन रोड शो और जनसभाएं कर मतदाताओं से समर्थन मांगा। अब घर-घर जाकर संपर्क किया जाएगा। फरीदाबाद, 3 अक्टूबर (ब्यूरो): हरियाणा विधानसभा चुनाव को लेकर प्रचार का शोर बृहस्पतिवार शाम थम गया। जिले की नौ विधानसभा सीटों पर कहीं त्रिकोणीय तो कहीं आमने सामने की टक्कर देखने को मिल रही है। विभिन्न पार्टियों के प्रत्याशियों ने अंतिम दिन रोड शो और जनसभाएं कर मतदाताओं से समर्थन मांगा। अब घर-घर जाकर संपर्क किया जाएगा। फरीदाबाद, 3 अक्टूबर (ब्यूरो): हरियाणा विधानसभा चुनाव को लेकर प्रचार का शोर बृहस्पतिवार शाम थम गया। जिले की नौ विधानसभा सीटों पर कहीं त्रिकोणीय तो कहीं आमने सामने की टक्कर देखने को मिल रही है। विभिन्न पार्टियों के प्रत्याशियों ने अंतिम दिन रोड शो और जनसभाएं कर मतदाताओं से समर्थन मांगा। अब घर-घर जाकर संपर्क किया जाएगा। फरीदाबाद, 3 अक्टूबर (ब्यूरो): हरियाणा विधानसभा चुनाव को लेकर प्रचार का शोर बृहस्पतिवार शाम थम गया। जिले की नौ विधानसभा सीटों पर कहीं त्रिकोणीय तो कहीं आमने सामने की टक्कर देखने को मिल	[316, 109, 413, 285]
saini-body-2: फरीदाबाद, 3 अक्टूबर (सूरजमल): फरीदाबाद विधानसभा क्षेत्र से भारतीय जनता पार्टी के उम्मीदवार विपुल गोयल ने बृहस्पतिवार को ओल्ड फरीदाबाद में रोड शो निकाला जिसमें हजारों की तादाद में लोग शामिल हुए। फरीदाबाद, 3 अक्टूबर (सूरजमल): फरीदाबाद विधानसभा क्षेत्र से भारतीय जनता पार्टी के उम्मीदवार विपुल गोयल ने बृहस्पतिवार को ओल्ड फरीदाबाद में रोड शो निकाला जिसमें हजारों की तादाद में लोग शामिल हुए। फरीदाबाद, 3 अक्टूबर (सूरजमल): फरीदाबाद विधानसभा क्षेत्र से भारतीय जनता पार्टी के उम्मीदवार विपुल गोयल ने बृहस्पतिवार को ओल्ड फरीदाबाद में	[88, 822, 240, 864]
rao-body-2: फरीदाबाद, 3 अक्टूबर (सूरजमल): भाजपा और कांग्रेस सरकारों ने बल्लभगढ़ को सुविधाओं से वंचित रखा है। विकास के नाम पर जगह-जगह टूटी सड़कें हैं। फरीदाबाद, 3 अक्टूबर (सूरजमल): भाजपा और कांग्रेस सरकारों ने बल्लभगढ़ को सुविधाओं से वंचित रखा है। विकास के नाम पर जगह-जगह टूटी सड़कें हैं। फरीदाबाद, 3 अक्टूबर	[128, 642, 240, 678]
rao-headline: जैसे पार्षद बनकर करवाए काम, वैसे ही विधायक बनकर करूंगा विकास: राव रामकुमार	[27, 500, 217, 534]
lalit-body: फरीदाबाद, 3 अक्टूबर (ब्यूरो): तिगांव विधानसभा से कांग्रेस प्रत्याशी ललित नागर ने कहा कि छत्तीस बिरादरी के आशीर्वाद से वह चुनाव जीतेंगे। फरीदाबाद, 3 अक्टूबर (ब्यूरो): तिगांव विधानसभा से कांग्रेस प्रत्याशी ललित नागर ने कहा कि छत्तीस बिरादरी के आशीर्वाद से वह चुनाव जीतेंगे। फरीदाबाद, 3 अक्टूबर (ब्यूरो): तिगांव विधानसभा से कांग्रेस प्रत्याशी ललित नागर ने कहा कि छत्तीस बिरादरी के आशीर्वाद से वह चुनाव जीतेंगे। फरीदाबाद, 3 अक्टूबर (ब्यूरो): तिगांव विधानसभा से कांग्रेस प्रत्याशी ललित नागर ने कहा कि छत्तीस बिरादरी के आशीर्वाद से वह चुनाव जीतेंगे। फरीदाबाद, 3 अक्टूबर (ब्यूरो): तिगांव विधानसभा से कांग्रेस प्रत्याशी ललित नागर ने कहा कि छत्तीस बिरादरी के आशीर्वाद से वह चुनाव जीतेंगे। फरीदाबाद, 3 अक्टूबर (ब्यूरो): तिगांव विधानसभा से	[248, 387, 336, 484]
lead-body: फरीदाबाद, 3 अक्टूबर (ब्यूरो): हरियाणा विधानसभा चुनाव को लेकर प्रचार का शोर बृहस्पतिवार शाम थम गया। जिले की नौ विधानसभा सीटों पर कहीं	[5, 184, 62, 214]
lead-body: फरीदाबाद, 3 अक्टूबर (ब्यूरो): हरियाणा विधानसभा चुनाव को लेकर प्रचार का शोर बृहस्पतिवार शाम थम गया। जिले की नौ विधानसभा सीटों पर कहीं त्रिकोणीय तो कहीं आमने सामने की टक्कर देखने को मिल रही है। विभिन्न पार्टियों के प्रत्याशियों ने अंतिम दिन रोड शो और जनसभाएं कर मतदाताओं से समर्थन मांगा। अब घर-घर जाकर संपर्क किया जाएगा। फरीदाबाद, 3 अक्टूबर (ब्यूरो): हरियाणा विधानसभा चुनाव को लेकर प्रचार का शोर बृहस्पतिवार शाम थम गया। जिले की नौ विधानसभा सीटों पर कहीं त्रिकोणीय तो कहीं आमने सामने की टक्कर देखने को मिल रही है। विभिन्न पार्टियों के प्रत्याशियों ने अंतिम दिन रोड शो और जनसभाएं कर मतदाताओं से समर्थन मांगा। अब घर-घर	[108, 109, 206, 182]
rajput-caption: रवि डागर का स्वागत करते राजपूत समाज के लोग।	[340, 821, 424, 826]
quick-read-body-1: फरीदाबाद, 3 अक्टूबर (ब्यूरो): हरियाणा विधानसभा चुनाव के मद्देनजर जिला फरीदाबाद के सभी राजकीय, गैर राजकीय व निजी विद्यालयों में अवकाश रहेगा। 4 अक्टूबर को सभी विद्यालय नियमित रूप से खुलेंगे। फरीदाबाद, 3 अक्टूबर (ब्यूरो): हरियाणा विधानसभा चुनाव के मद्देनजर जिला फरीदाबाद के सभी राजकीय, गैर राजकीय व निजी विद्यालयों में अवकाश रहेगा। 4 अक्टूबर को सभी विद्यालय नियमित रूप से खुलेंगे। फरीदाबाद, 3 अक्टूबर (ब्यूरो): हरियाणा विधानसभा चुनाव के मद्देनजर	[527, 85, 646, 127]
divider	[5, 493, 518, 494]
rohit-caption: तिगांव विधानसभा क्षेत्र में रोड शो करते रोहित नागर।	[88, 1002, 174, 1007]
ghevar-body-3: फरीदाबाद, 3 अक्टूबर (किशन): रक्षाबंधन पर्व के दिन तिगांव स्थित मुकेश मिष्ठान भंडार का घेवर व अन्य मिठाई खाने से करीब 100 लोगों की पेट संबंधी परेशानी हुई थी। विभाग ने दुकानदार का लाइसेंस रद्द कर दिया गया है, वहीं उसके खिलाफ आगे की कार्रवाई की जाएगी। फरीदाबाद, 3 अक्टूबर (किशन): रक्षाबंधन पर्व के दिन तिगांव स्थित मुकेश मिष्ठान भंडार का घेवर व अन्य मिठाई खाने से करीब 100 लोगों की पेट संबंधी परेशानी हुई थी। विभाग ने दुकानदार का लाइसेंस रद्द कर दिया गया है, वहीं उसके खिलाफ आगे की कार्रवाई की जाएगी। फरीदाबाद, 3 अक्टूबर (किशन): रक्षाबंधन पर्व के दिन तिगांव स्थित मुकेश मिष्ठान भंडार का घेवर व अन्य मिठाई खाने से करीब 100 लोगों की पेट संबंधी परेशानी हुई थी। विभाग ने दुकानदार का लाइसेंस रद्द कर दिया गया है, वहीं उसके खिलाफ आगे की कार्रवाई की जाएगी। फरीदाबाद, 3 अक्टूबर (किशन): रक्षाबंधन पर्व के दिन तिगांव स्थित मुकेश मिष्ठान भंडार का घेवर व अन्य मिठाई खाने से करीब 100 लोगों की पेट संबंधी परेशानी हुई थी। विभाग ने दुकानदार का लाइसेंस रद्द कर दिया गया है, वहीं	[440, 898, 520, 1038]
ravi-photo	[88, 345, 240, 440]
paper-name: नवोदय टाइम्स	[28, 15, 100, 31]
ghevar-photo	[366, 898, 436, 958]
lalit-caption: तिगांव में ग्रामीणों को संबोधित करते कांग्रेस प्रत्याशी ललित नागर।	[340, 437, 448, 442]
quick-read-headline-2: पंडित जी बता दो उपाय जो हम चुनाव जीत जाएं	[527, 131, 639, 154]
quick-read-headline-1: आज को नियमित रूप से खुलेंगे सभी स्कूल	[527, 58, 640, 81]
